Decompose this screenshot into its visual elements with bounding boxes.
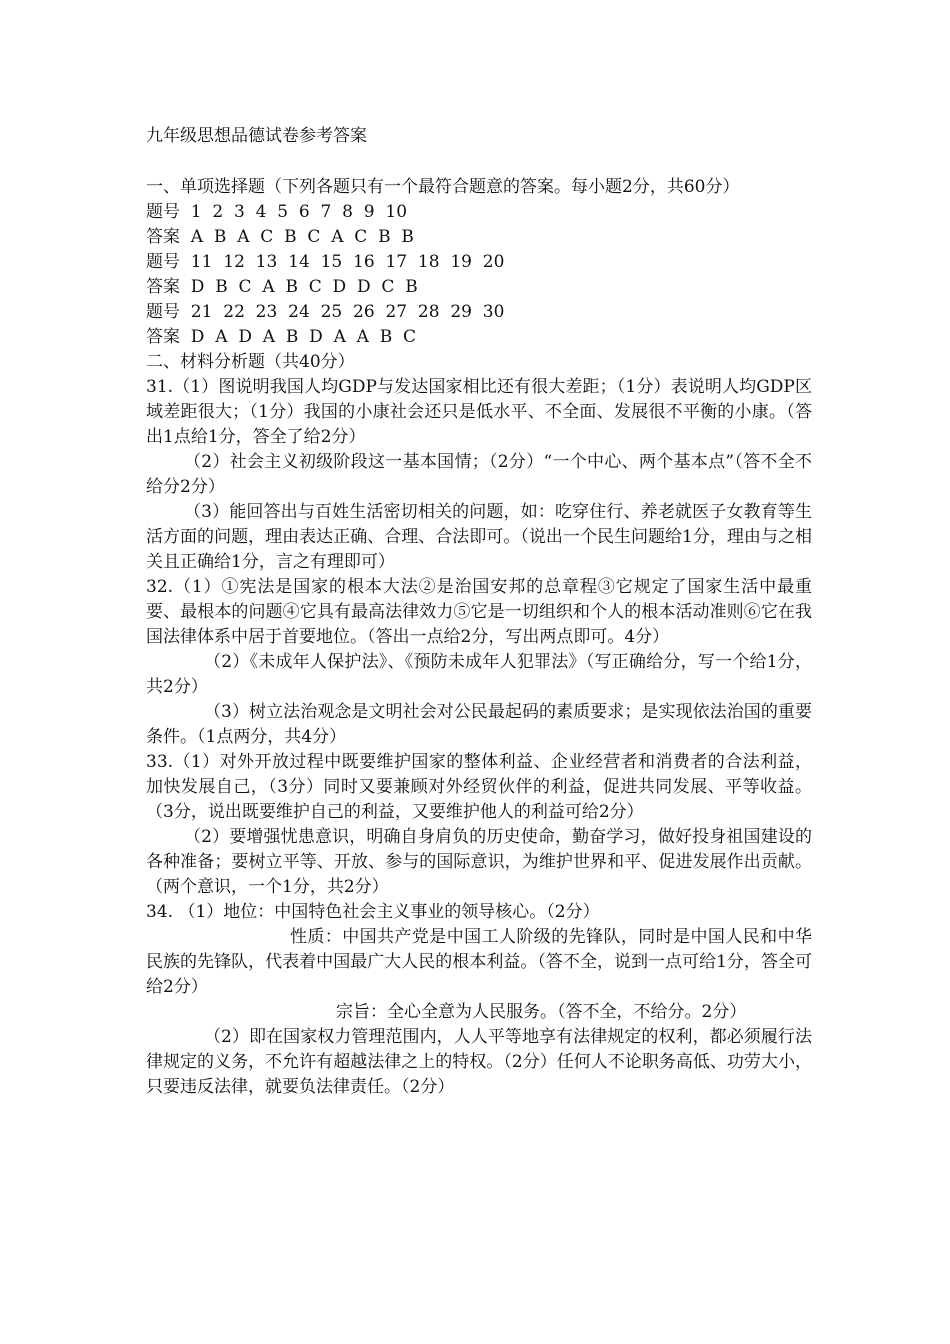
- q31-part2: （2）社会主义初级阶段这一基本国情；（2分）“一个中心、两个基本点”（答不全不给分2分）: [146, 452, 812, 497]
- q34-part1: 34. （1）地位：中国特色社会主义事业的领导核心。（2分）: [146, 902, 600, 922]
- q34-part2: （2）即在国家权力管理范围内，人人平等地享有法律规定的权利，都必须履行法律规定的义务，不允许有超越法律之上的特权。（2分）任何人不论职务高低、功劳大小，只要违反法律，就要负法律责任。（2分）: [146, 1027, 812, 1097]
- section2-heading: 二、材料分析题（共40分）: [146, 352, 355, 372]
- answer-row-answers-21-30: 答案 D A D A B D A A B C: [146, 327, 417, 347]
- q32-part3: （3）树立法治观念是文明社会对公民最起码的素质要求；是实现依法治国的重要条件。（1点两分，共4分）: [146, 702, 812, 747]
- q34-purpose: 宗旨：全心全意为人民服务。（答不全，不给分。2分）: [336, 1002, 747, 1022]
- document-title: 九年级思想品德试卷参考答案: [146, 126, 367, 146]
- q31-part3: （3）能回答出与百姓生活密切相关的问题，如：吃穿住行、养老就医子女教育等生活方面的问题，理由表达正确、合理、合法即可。（说出一个民生问题给1分，理由与之相关且正确给1分，言之有理即可）: [146, 502, 812, 572]
- q33-part1: 33.（1）对外开放过程中既要维护国家的整体利益、企业经营者和消费者的合法利益，加快发展自己，（3分）同时又要兼顾对外经贸伙伴的利益，促进共同发展、平等收益。（3分，说出既要维护自己的利益，又要维护他人的利益可给2分）: [146, 752, 812, 822]
- q31-part1: 31.（1）图说明我国人均GDP与发达国家相比还有很大差距；（1分）表说明人均GDP区域差距很大；（1分）我国的小康社会还只是低水平、不全面、发展很不平衡的小康。（答出1点给1分，答全了给2分）: [146, 377, 812, 447]
- answer-row-answers-11-20: 答案 D B C A B C D D C B: [146, 277, 418, 297]
- answer-row-numbers-11-20: 题号 11 12 13 14 15 16 17 18 19 20: [146, 252, 505, 272]
- document-body: [146, 175, 812, 1100]
- q34-nature: 性质：中国共产党是中国工人阶级的先锋队，同时是中国人民和中华民族的先锋队，代表着中国最广大人民的根本利益。（答不全，说到一点可给1分，答全可给2分）: [146, 927, 812, 997]
- q32-part1: 32.（1）①宪法是国家的根本大法②是治国安邦的总章程③它规定了国家生活中最重要、最根本的问题④它具有最高法律效力⑤它是一切组织和个人的根本活动准则⑥它在我国法律体系中居于首要地位。（答出一点给2分，写出两点即可。4分）: [146, 577, 812, 647]
- answer-row-numbers-1-10: 题号 1 2 3 4 5 6 7 8 9 10: [146, 202, 408, 222]
- answer-row-answers-1-10: 答案 A B A C B C A C B B: [146, 227, 414, 247]
- q32-part2: （2）《未成年人保护法》、《预防未成年人犯罪法》（写正确给分，写一个给1分，共2分）: [146, 652, 812, 697]
- section1-heading: 一、单项选择题（下列各题只有一个最符合题意的答案。每小题2分，共60分）: [146, 177, 740, 197]
- answer-row-numbers-21-30: 题号 21 22 23 24 25 26 27 28 29 30: [146, 302, 505, 322]
- q33-part2: （2）要增强忧患意识，明确自身肩负的历史使命，勤奋学习，做好投身祖国建设的各种准备；要树立平等、开放、参与的国际意识，为维护世界和平、促进发展作出贡献。（两个意识，一个1分，共2分）: [146, 827, 812, 897]
